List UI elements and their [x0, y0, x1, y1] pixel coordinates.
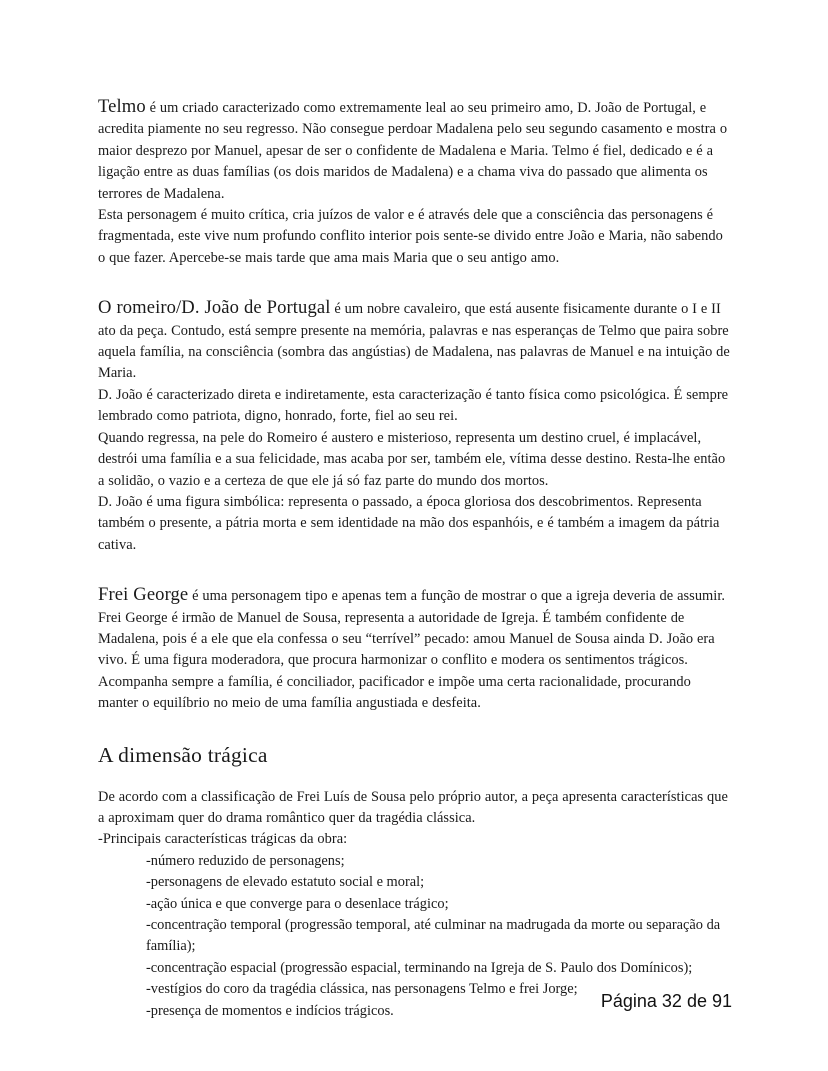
- paragraph-text: é uma personagem tipo e apenas tem a função de mostrar o que a igreja deveria de assumir. Frei George é irmão de Manuel de Sousa, representa a autoridade de Igreja. É também confidente de Madalena, pois é a ele que ela confessa o seu “terrível” pecado: amou Manuel de Sousa ainda D. João era vivo. É uma figura moderadora, que procura harmonizar o conflito e modera os sentimentos trágicos. Acompanha sempre a família, é conciliador, pacificador e impõe uma certa racionalidade, procurando manter o equilíbrio no meio de uma família angustiada e desfeita.: [98, 588, 726, 712]
- paragraph-tragic-intro: De acordo com a classificação de Frei Luís de Sousa pelo próprio autor, a peça apresenta características que a aproximam quer do drama romântico quer da tragédia clássica.: [98, 788, 728, 826]
- paragraph-telmo-second: Esta personagem é muito crítica, cria juízos de valor e é através dele que a consciência das personagens é fragmentada, este vive num profundo conflito interior pois sente-se divido entre João e Maria, não sabendo o que fazer. Apercebe-se mais tarde que ama mais Maria que o seu antigo amo.: [98, 207, 723, 266]
- runin-heading-frei-george: Frei George: [98, 584, 189, 606]
- list-item: -ação única e que converge para o desenlace trágico;: [146, 895, 449, 912]
- paragraph-romeiro-intro: [98, 297, 732, 385]
- list-item: -concentração espacial (progressão espacial, terminando na Igreja de S. Paulo dos Domínicos);: [146, 959, 693, 976]
- heading-spacer-top: [98, 715, 732, 741]
- list-item: -presença de momentos e indícios trágicos.: [146, 1002, 394, 1019]
- runin-heading-o-romeiro: O romeiro/D. João de Portugal: [98, 297, 331, 319]
- paragraph-romeiro-2: D. João é caracterizado direta e indiretamente, esta caracterização é tanto física como psicológica. É sempre lembrado como patriota, digno, honrado, forte, fiel ao seu rei.: [98, 386, 729, 425]
- list-item: -número reduzido de personagens;: [146, 852, 345, 869]
- paragraph-telmo-intro: [98, 96, 732, 205]
- paragraph-romeiro-3: Quando regressa, na pele do Romeiro é austero e misterioso, representa um destino cruel, é implacável, destrói uma família e a sua felicidade, mas acaba por ser, também ele, vítima desse destino. Resta-lhe então a solidão, o vazio e a certeza de que ele já só faz parte do mundo dos mortos.: [98, 429, 726, 489]
- list-item: -concentração temporal (progressão temporal, até culminar na madrugada da morte ou separação da família);: [146, 917, 721, 955]
- section-heading-dimensao-tragica: A dimensão trágica: [98, 742, 268, 767]
- section-spacer: [98, 269, 732, 297]
- section-frei-george: [98, 584, 732, 714]
- list-item: -personagens de elevado estatuto social e moral;: [146, 874, 425, 891]
- section-spacer: [98, 556, 732, 584]
- page-footer: [98, 989, 732, 1013]
- section-dimensao-tragica: [98, 787, 732, 1022]
- paragraph-romeiro-4: D. João é uma figura simbólica: representa o passado, a época gloriosa dos descobrimentos. Representa também o presente, a pátria morta e sem identidade na mão dos espanhóis, e é também a imagem da pátria cativa.: [98, 493, 720, 553]
- section-telmo: [98, 96, 732, 269]
- page-content: [98, 96, 732, 1022]
- page-number-label: Página 32 de 91: [600, 991, 732, 1011]
- paragraph-frei-george-intro: [98, 584, 732, 714]
- runin-heading-telmo: Telmo: [98, 96, 146, 117]
- heading-spacer-bottom: [98, 769, 732, 787]
- paragraph-tragic-list-lead: -Principais características trágicas da obra:: [98, 831, 348, 848]
- section-o-romeiro: [98, 297, 732, 556]
- list-item: -vestígios do coro da tragédia clássica, nas personagens Telmo e frei Jorge;: [146, 981, 578, 998]
- paragraph-text: é um criado caracterizado como extremamente leal ao seu primeiro amo, D. João de Portugal, e acredita piamente no seu regresso. Não consegue perdoar Madalena pelo seu segundo casamento e mostra o maior desprezo por Manuel, apesar de ser o confidente de Madalena e Maria. Telmo é fiel, dedicado e é a ligação entre as duas famílias (os dois maridos de Madalena) e a chama viva do passado que alimenta os terrores de Madalena.: [98, 100, 728, 202]
- paragraph-text: é um nobre cavaleiro, que está ausente fisicamente durante o I e II ato da peça. Contudo, está sempre presente na memória, palavras e nas esperanças de Telmo que paira sobre aquela família, na consciência (sombra das angústias) de Madalena, nas palavras de Manuel e na intuição de Maria.: [98, 301, 730, 382]
